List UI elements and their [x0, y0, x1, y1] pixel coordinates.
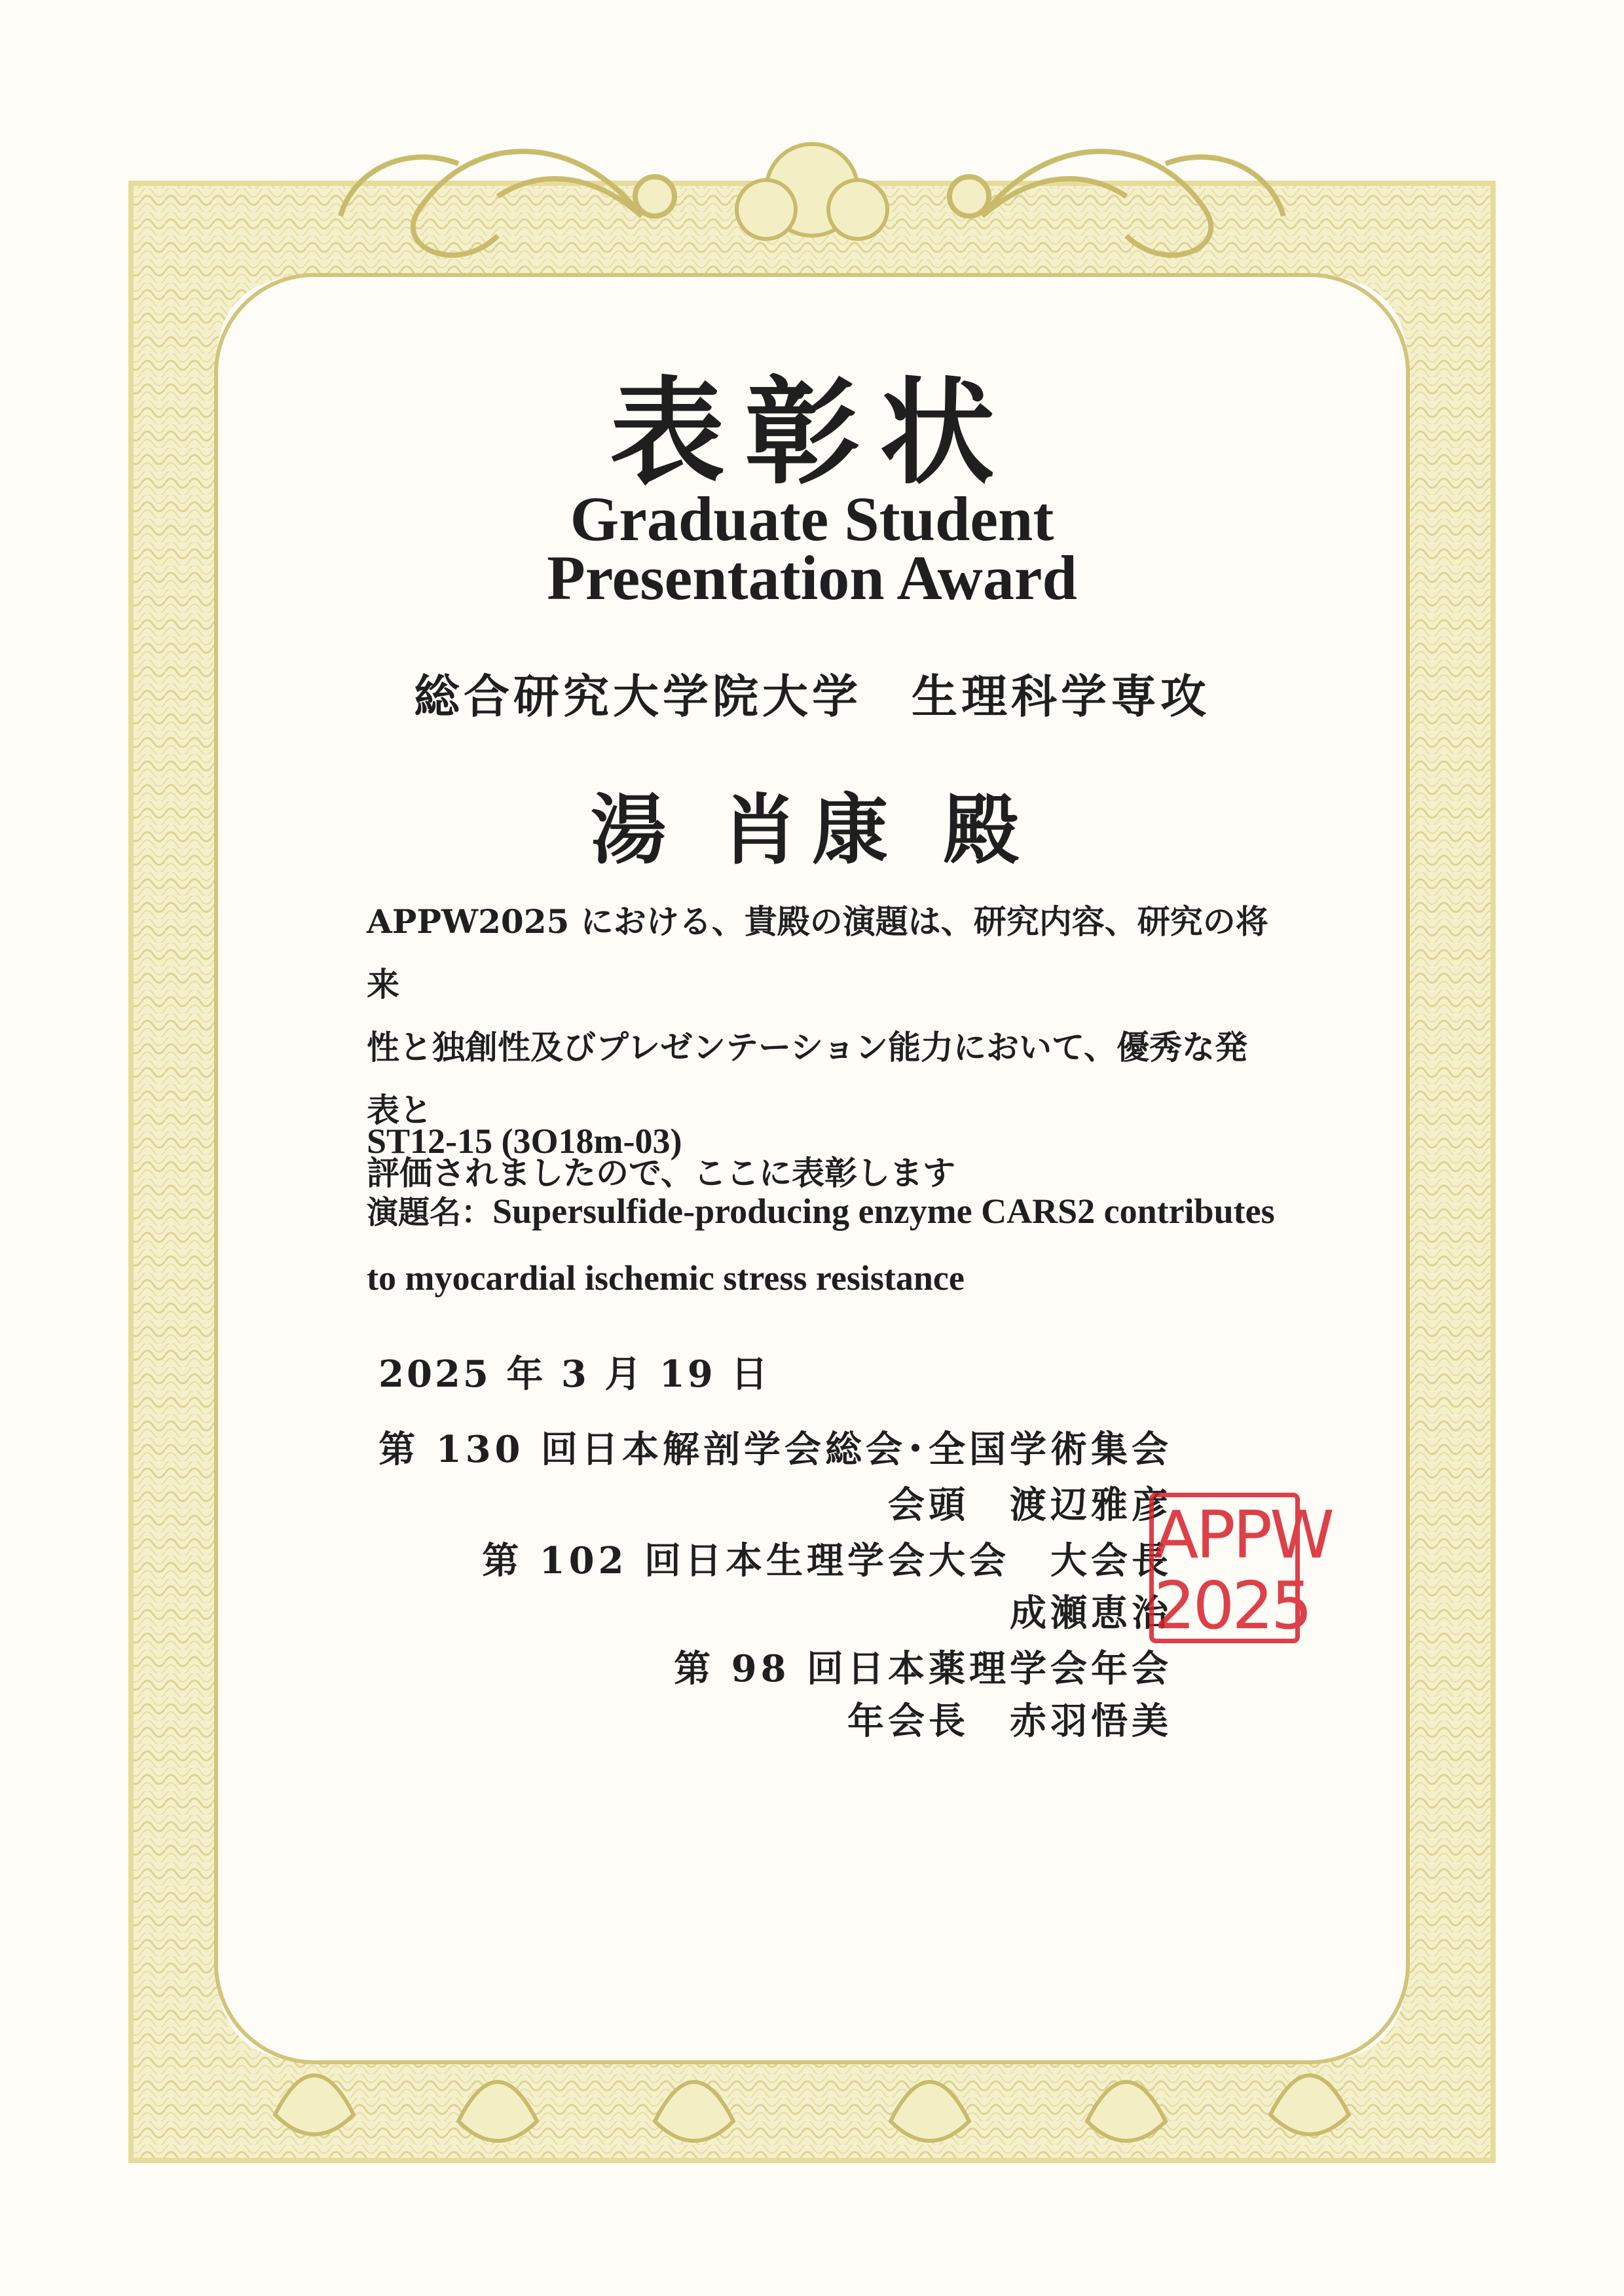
award-date: 2025 年 3 月 19 日	[378, 1353, 771, 1396]
recipient-name: 湯 肖康 殿	[590, 786, 1034, 875]
signatory-org-3: 第 98 回日本薬理学会年会	[674, 1647, 1172, 1690]
award-statement-line: 評価されましたので、ここに表彰します	[367, 1154, 955, 1192]
presentation-title	[367, 1178, 1283, 1311]
certificate-title-jp: 表彰状	[609, 365, 1014, 500]
official-seal-stamp	[1149, 1493, 1332, 1644]
award-title-line2: Presentation Award	[547, 543, 1077, 613]
presentation-title-line: Supersulfide-producing enzyme CARS2 contributes	[492, 1192, 1275, 1231]
signatory-person-1: 会頭 渡辺雅彦	[888, 1484, 1172, 1527]
presentation-title-prefix: 演題名：	[367, 1194, 493, 1231]
presentation-id: ST12-15 (3O18m-03)	[367, 1121, 682, 1161]
award-statement-line: 性と独創性及びプレゼンテーション能力において、優秀な発表と	[367, 1028, 1247, 1129]
seal-line2: 2025	[1154, 1567, 1310, 1644]
signatory-org-1: 第 130 回日本解剖学会総会･全国学術集会	[378, 1428, 1172, 1471]
presentation-title-line: to myocardial ischemic stress resistance	[367, 1258, 965, 1298]
signatory-person-3: 年会長 赤羽悟美	[847, 1700, 1172, 1743]
cloud-crest-icon	[737, 144, 887, 239]
award-title-line1: Graduate Student	[570, 484, 1054, 554]
signatory-person-2: 成瀬恵治	[1010, 1592, 1172, 1635]
signatory-org-2: 第 102 回日本生理学会大会 大会長	[482, 1539, 1172, 1582]
recipient-affiliation: 総合研究大学院大学 生理科学専攻	[414, 669, 1210, 723]
award-statement-line: APPW2025 における、貴殿の演題は、研究内容、研究の将来	[367, 902, 1268, 1004]
seal-line1: APPW	[1154, 1497, 1332, 1573]
